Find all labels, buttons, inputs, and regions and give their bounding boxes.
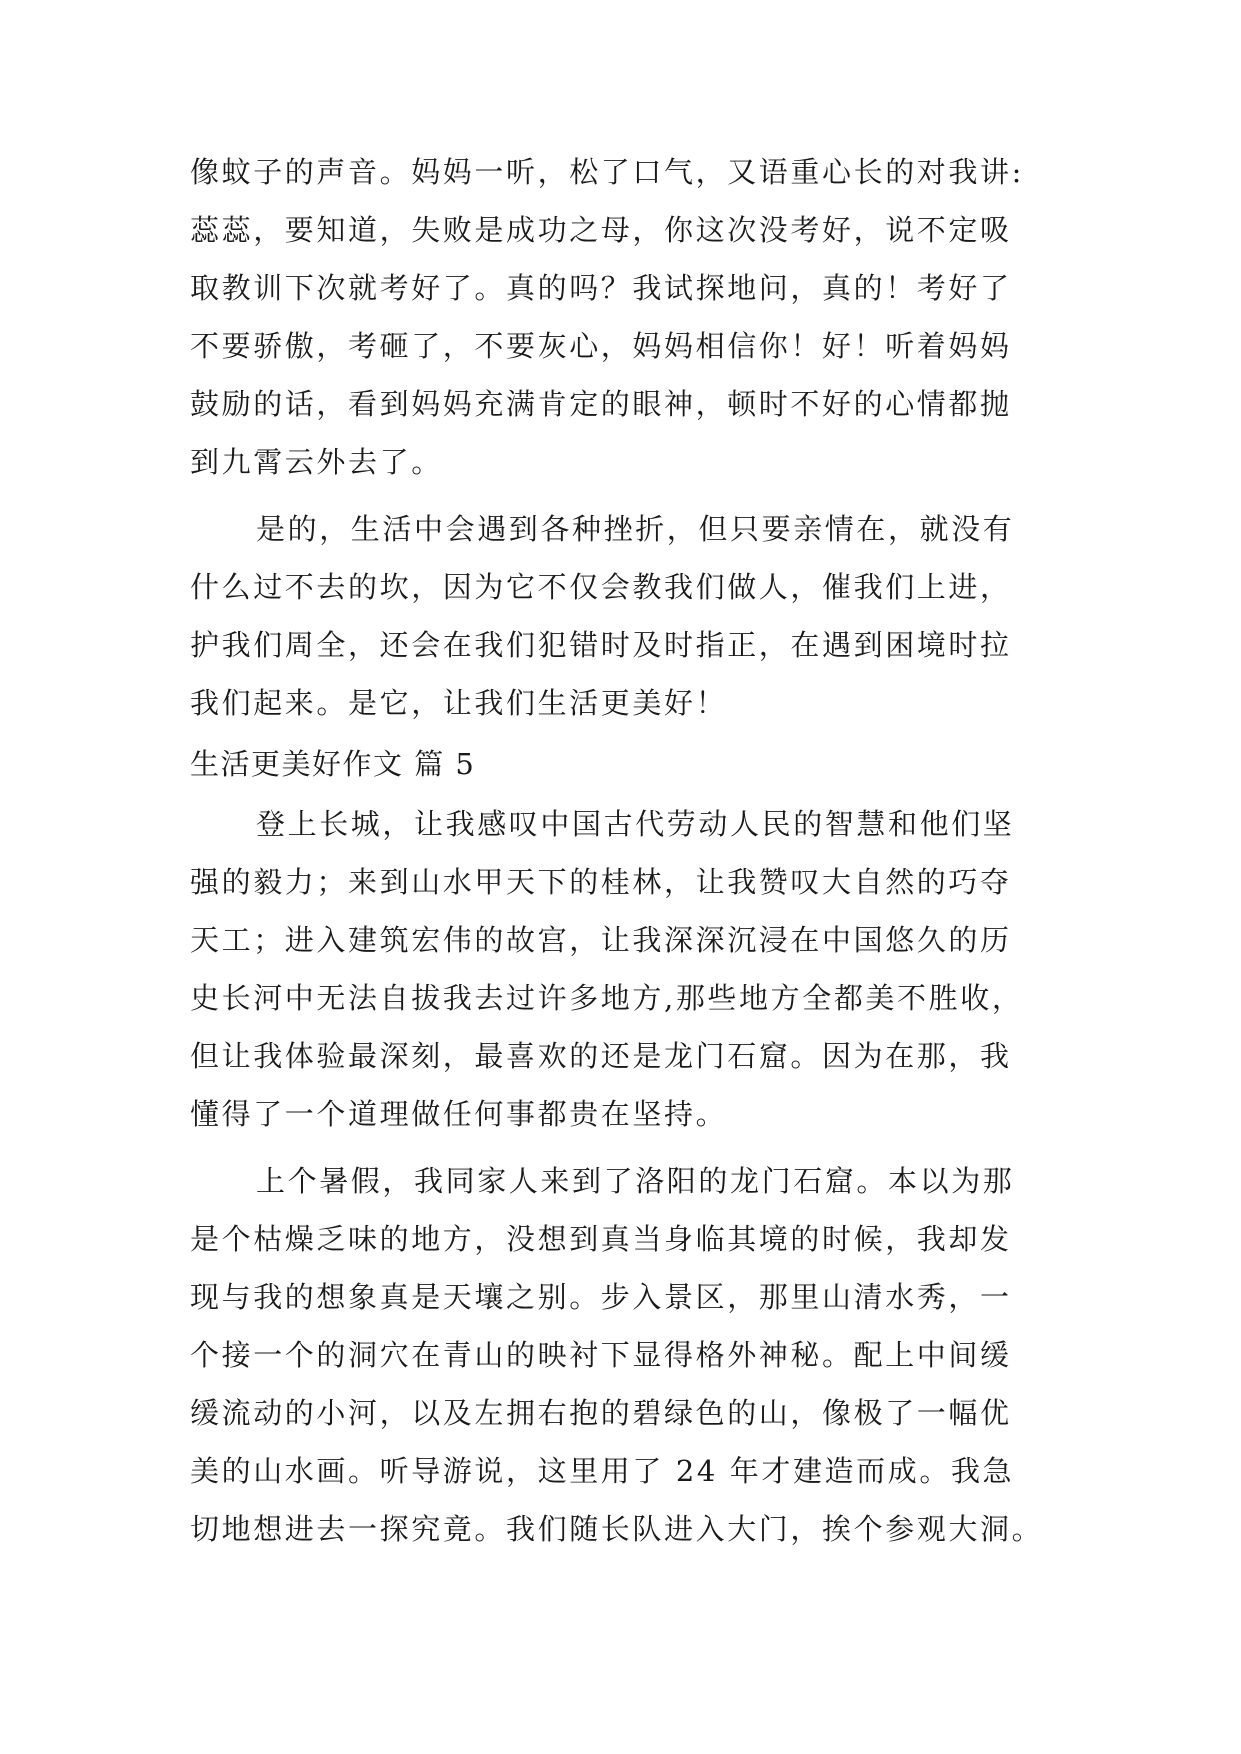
paragraph-4-line-4: 个接一个的洞穴在青山的映衬下显得格外神秘。配上中间缓 (190, 1338, 1012, 1372)
paragraph-1-line-4: 不要骄傲，考砸了，不要灰心，妈妈相信你！好！听着妈妈 (190, 329, 1012, 363)
paragraph-3-line-2: 强的毅力；来到山水甲天下的桂林，让我赞叹大自然的巧夺 (190, 865, 1012, 899)
paragraph-4-line-1: 上个暑假，我同家人来到了洛阳的龙门石窟。本以为那 (256, 1164, 1015, 1198)
paragraph-1-line-6: 到九霄云外去了。 (190, 445, 443, 479)
paragraph-3-line-1: 登上长城，让我感叹中国古代劳动人民的智慧和他们坚 (256, 807, 1015, 841)
paragraph-4-line-6: 美的山水画。听导游说，这里用了 24 年才建造而成。我急 (190, 1454, 1015, 1488)
paragraph-2-line-1: 是的，生活中会遇到各种挫折，但只要亲情在，就没有 (256, 512, 1015, 546)
paragraph-2-line-4: 我们起来。是它，让我们生活更美好！ (190, 686, 728, 720)
paragraph-2-line-3: 护我们周全，还会在我们犯错时及时指正，在遇到困境时拉 (190, 628, 1012, 662)
paragraph-3-line-5: 但让我体验最深刻，最喜欢的还是龙门石窟。因为在那，我 (190, 1039, 1012, 1073)
paragraph-1-line-2: 蕊蕊，要知道，失败是成功之母，你这次没考好，说不定吸 (190, 213, 1012, 247)
paragraph-4-line-2: 是个枯燥乏味的地方，没想到真当身临其境的时候，我却发 (190, 1222, 1012, 1256)
section-heading: 生活更美好作文 篇 5 (190, 747, 476, 781)
paragraph-3-line-4: 史长河中无法自拔我去过许多地方,那些地方全都美不胜收， (190, 981, 1024, 1015)
paragraph-3-line-3: 天工；进入建筑宏伟的故宫，让我深深沉浸在中国悠久的历 (190, 923, 1012, 957)
paragraph-1-line-3: 取教训下次就考好了。真的吗？我试探地问，真的！考好了 (190, 271, 1012, 305)
paragraph-4-line-5: 缓流动的小河，以及左拥右抱的碧绿色的山，像极了一幅优 (190, 1396, 1012, 1430)
paragraph-4-line-7: 切地想进去一探究竟。我们随长队进入大门，挨个参观大洞。 (190, 1512, 1044, 1546)
paragraph-2-line-2: 什么过不去的坎，因为它不仅会教我们做人，催我们上进， (190, 570, 1012, 604)
paragraph-1-line-1: 像蚊子的声音。妈妈一听，松了口气，又语重心长的对我讲: (190, 155, 1024, 189)
paragraph-3-line-6: 懂得了一个道理做任何事都贵在坚持。 (190, 1097, 728, 1131)
paragraph-4-line-3: 现与我的想象真是天壤之别。步入景区，那里山清水秀，一 (190, 1280, 1012, 1314)
paragraph-1-line-5: 鼓励的话，看到妈妈充满肯定的眼神，顿时不好的心情都抛 (190, 387, 1012, 421)
